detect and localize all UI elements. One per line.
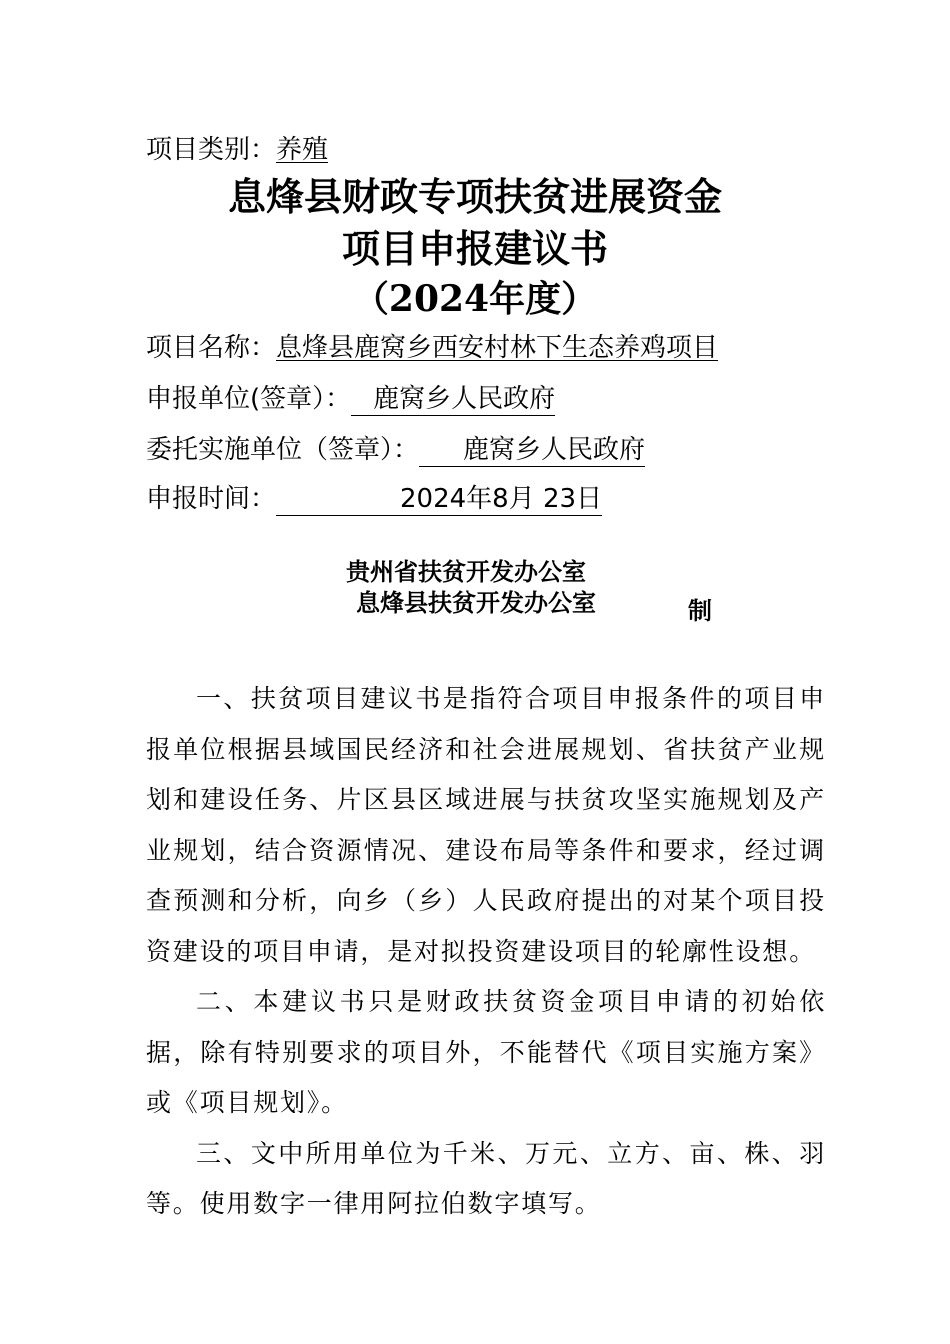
date-field [146, 482, 602, 516]
instructions-section [146, 674, 826, 1230]
date-label: 申报时间： [146, 484, 277, 514]
project-name-value: 息烽县鹿窝乡西安村林下生态养鸡项目 [276, 333, 719, 363]
project-name-label: 项目名称： [146, 333, 277, 363]
project-name-field [146, 331, 718, 365]
category-label: 项目类别： [146, 135, 277, 165]
date-value: 2024年8月 23日 [276, 483, 602, 516]
issuer-county-office: 息烽县扶贫开发办公室 [356, 588, 596, 617]
implementer-field [146, 433, 645, 467]
implementer-value: 鹿窝乡人民政府 [419, 434, 645, 467]
applicant-field [146, 382, 555, 416]
instruction-paragraph: 二、本建议书只是财政扶贫资金项目申请的初始依据，除有特别要求的项目外，不能替代《项目实施方案》或《项目规划》。 [146, 987, 826, 1117]
category-value: 养殖 [276, 135, 329, 165]
issuer-provincial-office: 贵州省扶贫开发办公室 [346, 557, 586, 586]
issuer-mark: 制 [688, 596, 712, 625]
instruction-paragraph: 三、文中所用单位为千米、万元、立方、亩、株、羽等。使用数字一律用阿拉伯数字填写。 [146, 1138, 826, 1218]
implementer-label: 委托实施单位（签章）： [146, 435, 420, 465]
document-title-line-2: 项目申报建议书 [341, 226, 608, 271]
applicant-value: 鹿窝乡人民政府 [351, 383, 555, 416]
document-title-year: （2024年度） [352, 278, 598, 320]
applicant-label: 申报单位(签章）： [146, 384, 352, 414]
instruction-paragraph: 一、扶贫项目建议书是指符合项目申报条件的项目申报单位根据县域国民经济和社会进展规划、省扶贫产业规划和建设任务、片区县区域进展与扶贫攻坚实施规划及产业规划，结合资源情况、建设布局等条件和要求，经过调查预测和分析，向乡（乡）人民政府提出的对某个项目投资建设的项目申请，是对拟投资建设项目的轮廓性设想。 [146, 684, 826, 966]
project-category [146, 133, 328, 167]
document-title-line-1: 息烽县财政专项扶贫进展资金 [227, 174, 722, 219]
